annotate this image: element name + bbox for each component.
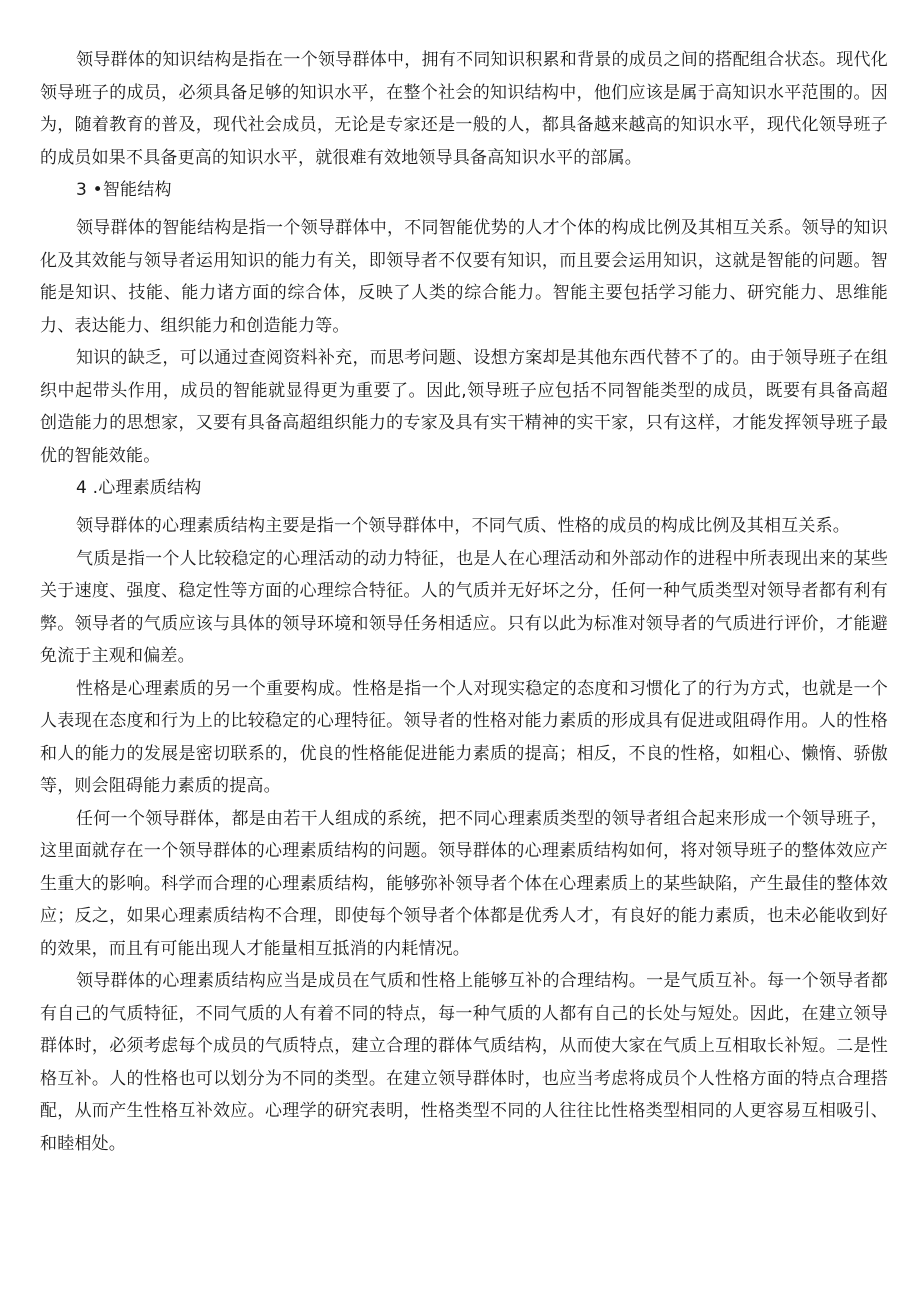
paragraph-group-system: 任何一个领导群体，都是由若干人组成的系统，把不同心理素质类型的领导者组合起来形成一个领导班子，这里面就存在一个领导群体的心理素质结构的问题。领导群体的心理素质结构如何，将对领导班子的整体效应产生重大的影响。科学而合理的心理素质结构，能够弥补领导者个体在心理素质上的某些缺陷，产生最佳的整体效应；反之，如果心理素质结构不合理，即使每个领导者个体都是优秀人才，有良好的能力素质，也未必能收到好的效果，而且有可能出现人才能量相互抵消的内耗情况。 [40,808,888,959]
paragraph-knowledge-structure: 领导群体的知识结构是指在一个领导群体中，拥有不同知识积累和背景的成员之间的搭配组合状态。现代化领导班子的成员，必须具备足够的知识水平，在整个社会的知识结构中，他们应该是属于高知识水平范围的。因为，随着教育的普及，现代社会成员，无论是专家还是一般的人，都具备越来越高的知识水平，现代化领导班子的成员如果不具备更高的知识水平，就很难有效地领导具备高知识水平的部属。 [40,50,888,168]
paragraph-temperament: 气质是指一个人比较稳定的心理活动的动力特征，也是人在心理活动和外部动作的进程中所表现出来的某些关于速度、强度、稳定性等方面的心理综合特征。人的气质并无好坏之分，任何一种气质类型对领导者都有利有弊。领导者的气质应该与具体的领导环境和领导任务相适应。只有以此为标准对领导者的气质进行评价，才能避免流于主观和偏差。 [40,548,888,666]
section-heading-intelligence-structure: 3 •智能结构 [76,180,172,200]
paragraph-complementary-structure: 领导群体的心理素质结构应当是成员在气质和性格上能够互补的合理结构。一是气质互补。每一个领导者都有自己的气质特征，不同气质的人有着不同的特点，每一种气质的人都有自己的长处与短处。因此，在建立领导群体时，必须考虑每个成员的气质特点，建立合理的群体气质结构，从而使大家在气质上互相取长补短。二是性格互补。人的性格也可以划分为不同的类型。在建立领导群体时，也应当考虑将成员个人性格方面的特点合理搭配，从而产生性格互补效应。心理学的研究表明，性格类型不同的人往往比性格类型相同的人更容易互相吸引、和睦相处。 [40,971,888,1154]
document-page [40,44,888,1160]
section-heading-psychological-structure: 4 .心理素质结构 [76,478,202,498]
paragraph-psychological-structure: 领导群体的心理素质结构主要是指一个领导群体中，不同气质、性格的成员的构成比例及其相互关系。 [76,516,850,536]
paragraph-intelligence-structure: 领导群体的智能结构是指一个领导群体中，不同智能优势的人才个体的构成比例及其相互关系。领导的知识化及其效能与领导者运用知识的能力有关，即领导者不仅要有知识，而且要会运用知识，这就是智能的问题。智能是知识、技能、能力诸方面的综合体，反映了人类的综合能力。智能主要包括学习能力、研究能力、思维能力、表达能力、组织能力和创造能力等。 [40,218,888,336]
paragraph-intelligence-importance: 知识的缺乏，可以通过查阅资料补充，而思考问题、设想方案却是其他东西代替不了的。由于领导班子在组织中起带头作用，成员的智能就显得更为重要了。因此,领导班子应包括不同智能类型的成员，既要有具备高超创造能力的思想家，又要有具备高超组织能力的专家及具有实干精神的实干家，只有这样，才能发挥领导班子最优的智能效能。 [40,348,888,466]
paragraph-character: 性格是心理素质的另一个重要构成。性格是指一个人对现实稳定的态度和习惯化了的行为方式，也就是一个人表现在态度和行为上的比较稳定的心理特征。领导者的性格对能力素质的形成具有促进或阻碍作用。人的性格和人的能力的发展是密切联系的，优良的性格能促进能力素质的提高；相反，不良的性格，如粗心、懒惰、骄傲等，则会阻碍能力素质的提高。 [40,678,888,796]
